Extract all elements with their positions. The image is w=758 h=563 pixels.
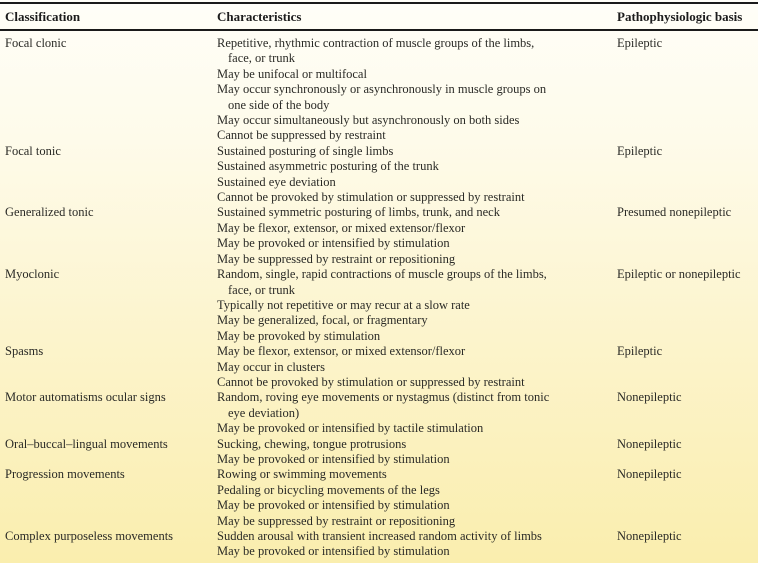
characteristic-line: Repetitive, rhythmic contraction of muscle groups of the limbs, bbox=[217, 36, 535, 50]
basis-cell: Presumed nonepileptic bbox=[617, 205, 732, 220]
characteristics-cell bbox=[213, 390, 613, 436]
table-row bbox=[0, 267, 758, 344]
characteristics-cell bbox=[213, 529, 613, 560]
classification-cell: Oral–buccal–lingual movements bbox=[5, 436, 168, 451]
classification-cell: Focal clonic bbox=[5, 36, 67, 50]
basis-cell: Epileptic bbox=[617, 344, 663, 359]
characteristic-line: May be flexor, extensor, or mixed extensor/flexor bbox=[217, 220, 466, 235]
characteristics-cell bbox=[213, 267, 613, 344]
characteristic-line: May occur simultaneously but asynchronously on both sides bbox=[217, 113, 520, 128]
characteristics-cell bbox=[213, 36, 613, 144]
classification-cell: Motor automatisms ocular signs bbox=[5, 390, 166, 405]
classification-cell: Progression movements bbox=[5, 467, 125, 482]
classification-cell: Spasms bbox=[5, 344, 44, 359]
characteristic-line: face, or trunk bbox=[228, 51, 295, 66]
table-row bbox=[0, 344, 758, 390]
characteristic-line: eye deviation) bbox=[228, 405, 300, 420]
column-header-pathophysiologic-basis: Pathophysiologic basis bbox=[617, 9, 743, 24]
characteristic-line: May be suppressed by restraint or repositioning bbox=[217, 251, 456, 266]
characteristic-line: May be generalized, focal, or fragmentary bbox=[217, 313, 428, 328]
table-row bbox=[0, 467, 758, 529]
characteristics-cell bbox=[213, 467, 613, 529]
basis-cell: Nonepileptic bbox=[617, 436, 682, 451]
characteristic-line: Sucking, chewing, tongue protrusions bbox=[217, 436, 407, 451]
characteristic-line: Typically not repetitive or may recur at a slow rate bbox=[217, 297, 470, 312]
characteristic-line: May be unifocal or multifocal bbox=[217, 66, 367, 81]
column-header-characteristics: Characteristics bbox=[217, 9, 302, 24]
basis-cell: Nonepileptic bbox=[617, 529, 682, 543]
classification-cell: Complex purposeless movements bbox=[5, 529, 174, 543]
characteristic-line: Sudden arousal with transient increased random activity of limbs bbox=[217, 529, 542, 543]
characteristic-line: Pedaling or bicycling movements of the legs bbox=[217, 482, 440, 497]
basis-cell: Epileptic bbox=[617, 36, 663, 50]
characteristic-line: May be provoked or intensified by stimulation bbox=[217, 498, 450, 513]
basis-cell: Epileptic bbox=[617, 143, 663, 158]
characteristics-cell bbox=[213, 205, 613, 267]
characteristic-line: one side of the body bbox=[228, 97, 330, 112]
characteristic-line: Rowing or swimming movements bbox=[217, 467, 387, 482]
basis-cell: Nonepileptic bbox=[617, 467, 682, 482]
characteristic-line: May occur in clusters bbox=[217, 359, 325, 374]
characteristic-line: May occur synchronously or asynchronously in muscle groups on bbox=[217, 82, 547, 97]
characteristic-line: Cannot be provoked by stimulation or suppressed by restraint bbox=[217, 190, 525, 205]
table-row bbox=[0, 205, 758, 267]
characteristic-line: May be provoked or intensified by tactile stimulation bbox=[217, 421, 484, 436]
basis-cell: Epileptic or nonepileptic bbox=[617, 267, 741, 282]
characteristic-line: Sustained asymmetric posturing of the trunk bbox=[217, 159, 439, 174]
characteristic-line: May be provoked or intensified by stimulation bbox=[217, 451, 450, 466]
characteristic-line: Cannot be provoked by stimulation or suppressed by restraint bbox=[217, 374, 525, 389]
characteristic-line: Cannot be suppressed by restraint bbox=[217, 128, 386, 143]
characteristic-line: May be provoked or intensified by stimulation bbox=[217, 544, 450, 559]
characteristic-line: May be provoked or intensified by stimulation bbox=[217, 236, 450, 251]
table-row bbox=[0, 36, 758, 144]
characteristic-line: May be suppressed by restraint or repositioning bbox=[217, 513, 456, 528]
basis-cell: Nonepileptic bbox=[617, 390, 682, 405]
classification-cell: Myoclonic bbox=[5, 267, 60, 282]
table-row bbox=[0, 437, 758, 468]
table-top-rule bbox=[0, 2, 758, 4]
characteristic-line: May be flexor, extensor, or mixed extensor/flexor bbox=[217, 344, 466, 359]
characteristic-line: May be provoked by stimulation bbox=[217, 328, 381, 343]
classification-cell: Focal tonic bbox=[5, 143, 61, 158]
table-row bbox=[0, 144, 758, 206]
table-row bbox=[0, 390, 758, 436]
table-header-row bbox=[0, 5, 758, 29]
characteristics-cell bbox=[213, 144, 613, 206]
table-row bbox=[0, 529, 758, 560]
characteristic-line: face, or trunk bbox=[228, 282, 295, 297]
characteristic-line: Sustained posturing of single limbs bbox=[217, 143, 394, 158]
characteristic-line: Sustained eye deviation bbox=[217, 174, 336, 189]
characteristics-cell bbox=[213, 437, 613, 468]
classification-cell: Generalized tonic bbox=[5, 205, 94, 220]
table-body bbox=[0, 31, 758, 563]
column-header-classification: Classification bbox=[5, 9, 81, 24]
characteristics-cell bbox=[213, 344, 613, 390]
characteristic-line: Sustained symmetric posturing of limbs, trunk, and neck bbox=[217, 205, 500, 220]
characteristic-line: Random, roving eye movements or nystagmus (distinct from tonic bbox=[217, 390, 550, 405]
characteristic-line: Random, single, rapid contractions of muscle groups of the limbs, bbox=[217, 267, 547, 282]
